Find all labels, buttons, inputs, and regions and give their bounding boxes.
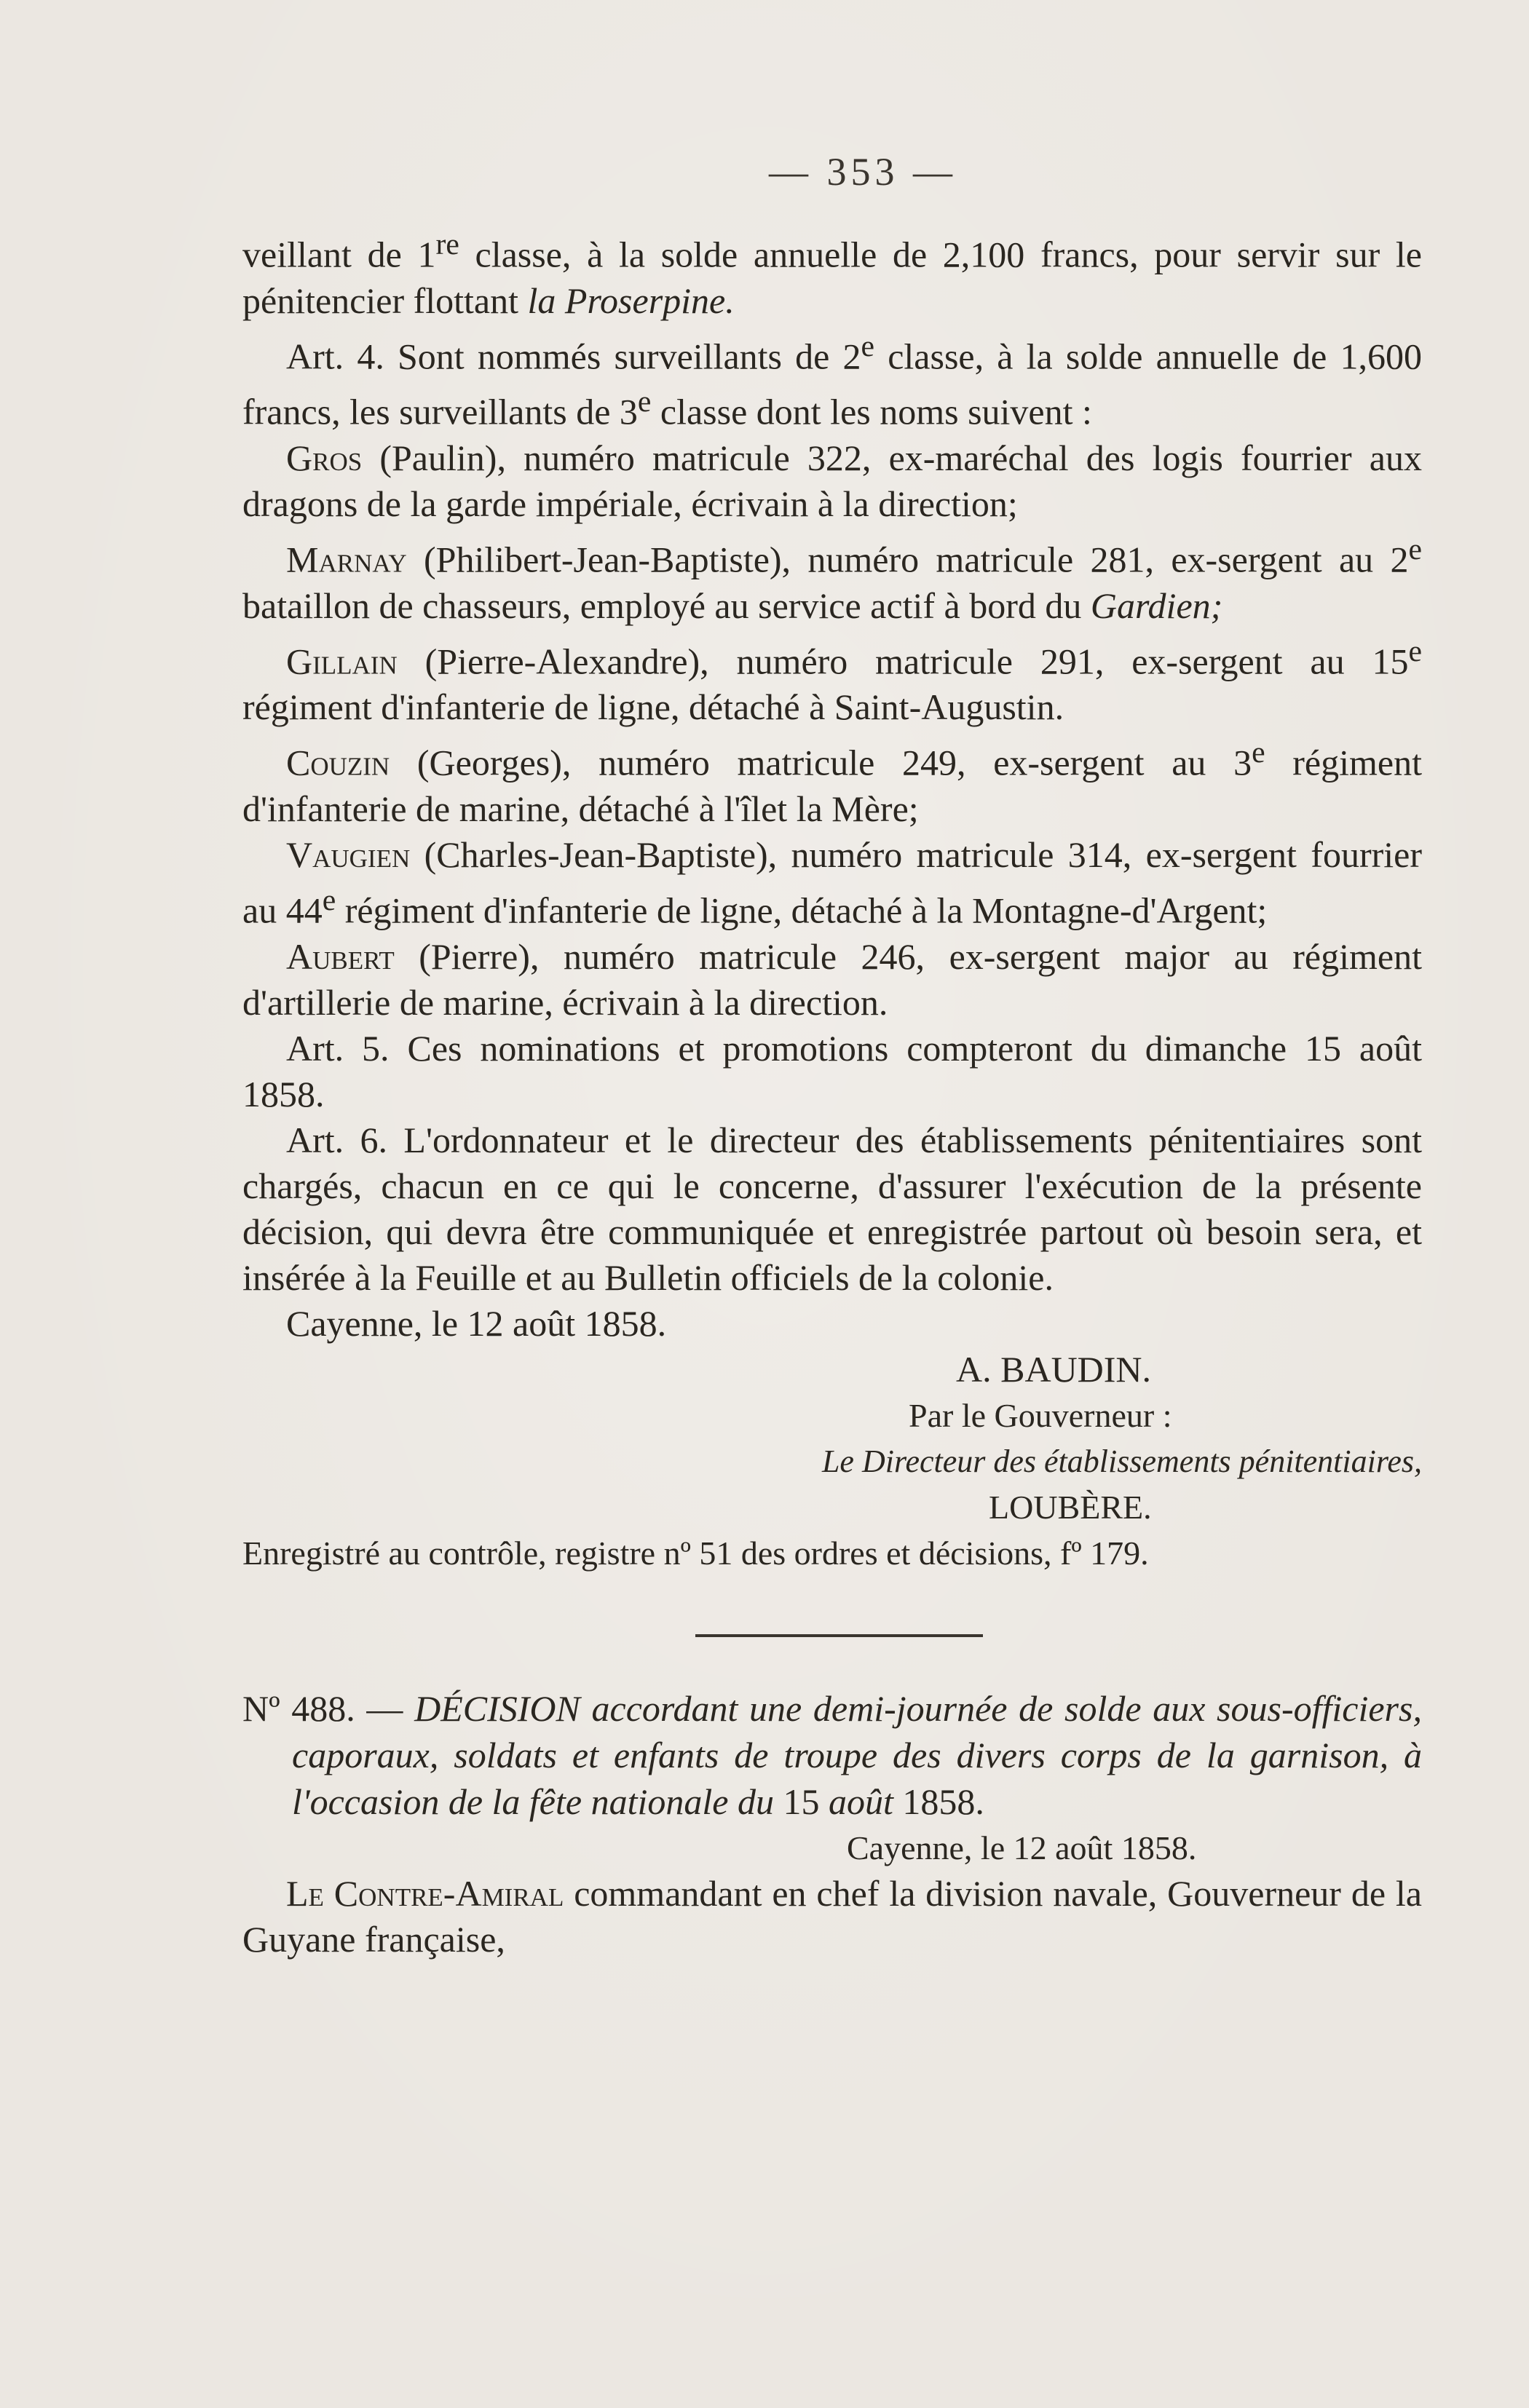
signature-par: Par le Gouverneur : (909, 1396, 1172, 1434)
surname: Marnay (286, 539, 407, 580)
paragraph-continuation: veillant de 1re classe, à la solde annuelle de 2,100 francs, pour servir sur le pénitencier flottant la Proserpine. (242, 228, 1422, 321)
nominee-gillain: Gillain (Pierre-Alexandre), numéro matricule 291, ex-sergent au 15e régiment d'infanterie de ligne, détaché à Saint-Augustin. (242, 634, 1422, 728)
signature-director-name: LOUBÈRE. (989, 1488, 1152, 1526)
decision-place-date: Cayenne, le 12 août 1858. (847, 1829, 1197, 1866)
decision-author: Le Contre-Amiral commandant en chef la division navale, Gouverneur de la Guyane française, (242, 1873, 1422, 1960)
signature-name: A. BAUDIN. (956, 1348, 1152, 1390)
nominee-vaugien: Vaugien (Charles-Jean-Baptiste), numéro matricule 314, ex-sergent fourrier au 44e régiment d'infanterie de ligne, détaché à la Montagne-d'Argent; (242, 833, 1422, 931)
signature-director-title: Le Directeur des établissements pénitentiaires, (821, 1443, 1422, 1479)
registration-note: Enregistré au contrôle, registre nº 51 des ordres et décisions, fº 179. (242, 1534, 1149, 1572)
surname: Gros (286, 437, 363, 478)
article-4: Art. 4. Sont nommés surveillants de 2e classe, à la solde annuelle de 1,600 francs, les surveillants de 3e classe dont les noms suivent : (242, 329, 1422, 432)
decision-header: Nº 488. — DÉCISION accordant une demi-journée de solde aux sous-officiers, caporaux, soldats et enfants de troupe des divers corps de la garnison, à l'occasion de la fête nationale du 15 août 1858. (242, 1688, 1422, 1822)
surname: Vaugien (286, 833, 411, 875)
decision-number: Nº 488. — (242, 1688, 415, 1729)
nominee-marnay: Marnay (Philibert-Jean-Baptiste), numéro matricule 281, ex-sergent au 2e bataillon de chasseurs, employé au service actif à bord du Gardien; (242, 532, 1422, 626)
decision-section (242, 1685, 1422, 1963)
surname: Couzin (286, 742, 390, 783)
nominee-couzin: Couzin (Georges), numéro matricule 249, ex-sergent au 3e régiment d'infanterie de marine, détaché à l'îlet la Mère; (242, 736, 1422, 829)
nominee-aubert: Aubert (Pierre), numéro matricule 246, ex-sergent major au régiment d'artillerie de marine, écrivain à la direction. (242, 935, 1422, 1023)
ship-name: la Proserpine. (527, 280, 735, 321)
place-date: Cayenne, le 12 août 1858. (286, 1302, 667, 1344)
surname: Gillain (286, 641, 398, 682)
page-number: — 353 — (769, 150, 957, 194)
article-5: Art. 5. Ces nominations et promotions compteront du dimanche 15 août 1858. (242, 1027, 1422, 1114)
decision-title: DÉCISION accordant une demi-journée de solde aux sous-officiers, caporaux, soldats et enfants de troupe des divers corps de la garnison, à l'occasion de la fête nationale du (292, 1688, 1422, 1822)
article-6: Art. 6. L'ordonnateur et le directeur des établissements pénitentiaires sont chargés, chacun en ce qui le concerne, d'assurer l'exécution de la présente décision, qui devra être communiquée et enregistrée partout où besoin sera, et insérée à la Feuille et au Bulletin officiels de la colonie. (242, 1119, 1422, 1298)
section-divider (695, 1634, 983, 1637)
ship-name: Gardien; (1090, 585, 1223, 626)
nominee-gros: Gros (Paulin), numéro matricule 322, ex-maréchal des logis fourrier aux dragons de la garde impériale, écrivain à la direction; (242, 437, 1422, 524)
main-text (242, 222, 1422, 1576)
surname: Aubert (286, 935, 395, 977)
